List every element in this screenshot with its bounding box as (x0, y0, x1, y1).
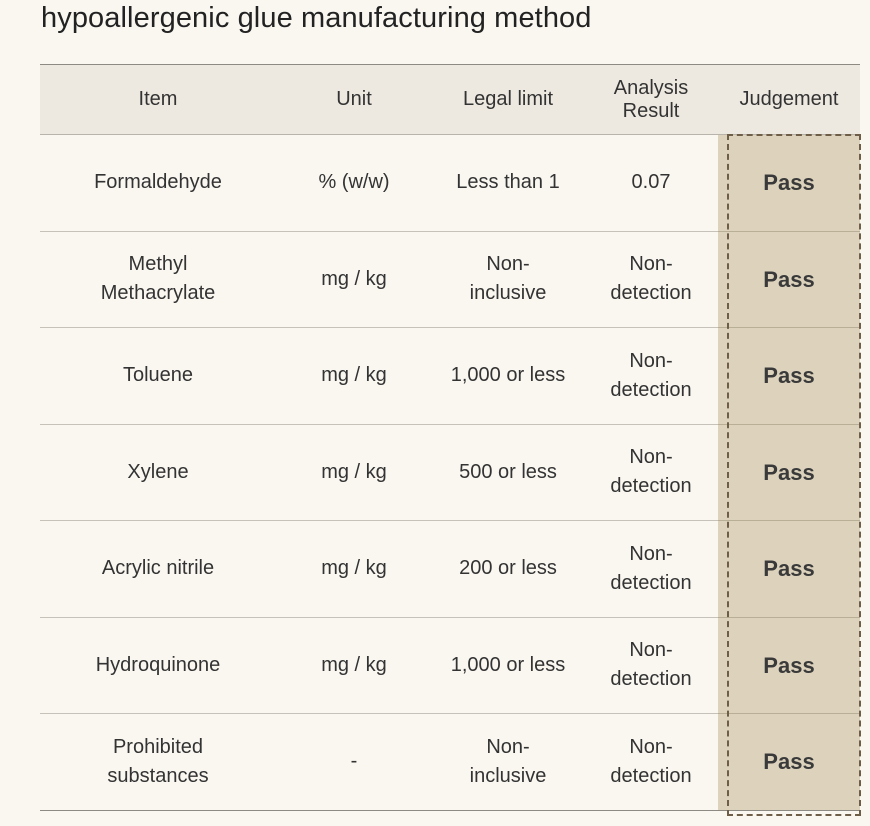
header-legal-limit: Legal limit (432, 65, 584, 135)
results-table (40, 64, 860, 811)
cell-unit: - (276, 714, 432, 811)
table-row (40, 521, 860, 618)
cell-legal-limit (432, 617, 584, 714)
cell-judgement: Pass (718, 231, 860, 328)
table-row (40, 231, 860, 328)
cell-item-line1: Formaldehyde (94, 171, 222, 194)
cell-analysis-result (584, 521, 718, 618)
cell-analysis-result-line1: Non- (629, 446, 673, 469)
cell-item (40, 617, 276, 714)
cell-legal-limit-line1: 200 or less (459, 557, 557, 580)
cell-item-line1: Acrylic nitrile (101, 557, 215, 580)
cell-item (40, 328, 276, 425)
cell-legal-limit (432, 328, 584, 425)
cell-analysis-result-line1: 0.07 (631, 171, 671, 194)
cell-legal-limit-line1: 1,000 or less (450, 653, 566, 676)
cell-judgement: Pass (718, 714, 860, 811)
cell-analysis-result (584, 617, 718, 714)
header-unit: Unit (276, 65, 432, 135)
cell-item (40, 135, 276, 232)
cell-unit: mg / kg (276, 328, 432, 425)
table-row (40, 328, 860, 425)
header-item: Item (40, 65, 276, 135)
cell-item (40, 714, 276, 811)
cell-legal-limit-line1: 1,000 or less (450, 364, 566, 387)
cell-judgement: Pass (718, 135, 860, 232)
table-row (40, 714, 860, 811)
cell-legal-limit (432, 424, 584, 521)
cell-analysis-result (584, 714, 718, 811)
cell-analysis-result-line2: detection (610, 764, 692, 787)
cell-analysis-result-line1: Non- (629, 639, 673, 662)
page-title: hypoallergenic glue manufacturing method (41, 2, 592, 34)
cell-analysis-result-line1: Non- (629, 253, 673, 276)
header-analysis-result-line1: Analysis (613, 76, 689, 99)
cell-item-line1: Xylene (127, 460, 189, 483)
cell-item-line2: Methacrylate (100, 282, 216, 305)
cell-item-line1: Hydroquinone (95, 653, 221, 676)
cell-analysis-result-line2: detection (610, 668, 692, 691)
cell-legal-limit-line1: Non- (486, 253, 530, 276)
cell-legal-limit (432, 521, 584, 618)
cell-legal-limit-line1: Less than 1 (456, 171, 560, 194)
cell-legal-limit-line1: Non- (486, 735, 530, 758)
cell-analysis-result-line1: Non- (629, 735, 673, 758)
header-judgement: Judgement (718, 65, 860, 135)
cell-analysis-result-line1: Non- (629, 542, 673, 565)
cell-item-line1: Methyl (128, 253, 188, 276)
table-row (40, 617, 860, 714)
cell-analysis-result (584, 328, 718, 425)
table-row (40, 424, 860, 521)
cell-analysis-result (584, 135, 718, 232)
cell-legal-limit-line2: inclusive (469, 764, 547, 787)
cell-unit: mg / kg (276, 617, 432, 714)
cell-analysis-result (584, 231, 718, 328)
cell-unit: mg / kg (276, 424, 432, 521)
cell-unit: mg / kg (276, 231, 432, 328)
results-table-container (40, 64, 860, 811)
header-analysis-result (584, 65, 718, 135)
cell-analysis-result-line2: detection (610, 571, 692, 594)
header-row (40, 65, 860, 135)
table-row (40, 135, 860, 232)
cell-item-line1: Toluene (122, 364, 194, 387)
cell-judgement: Pass (718, 521, 860, 618)
cell-legal-limit-line1: 500 or less (459, 460, 557, 483)
cell-legal-limit-line2: inclusive (469, 282, 547, 305)
cell-unit: mg / kg (276, 521, 432, 618)
cell-analysis-result-line2: detection (610, 378, 692, 401)
cell-analysis-result-line1: Non- (629, 349, 673, 372)
cell-analysis-result-line2: detection (610, 475, 692, 498)
header-analysis-result-line2: Result (622, 99, 680, 122)
table-body (40, 135, 860, 811)
cell-item-line1: Prohibited (112, 735, 204, 758)
cell-item (40, 521, 276, 618)
cell-unit: % (w/w) (276, 135, 432, 232)
table-header (40, 65, 860, 135)
cell-item (40, 231, 276, 328)
cell-analysis-result-line2: detection (610, 282, 692, 305)
cell-item (40, 424, 276, 521)
cell-judgement: Pass (718, 617, 860, 714)
cell-analysis-result (584, 424, 718, 521)
cell-legal-limit (432, 135, 584, 232)
cell-item-line2: substances (107, 764, 209, 787)
cell-legal-limit (432, 714, 584, 811)
cell-legal-limit (432, 231, 584, 328)
cell-judgement: Pass (718, 424, 860, 521)
cell-judgement: Pass (718, 328, 860, 425)
